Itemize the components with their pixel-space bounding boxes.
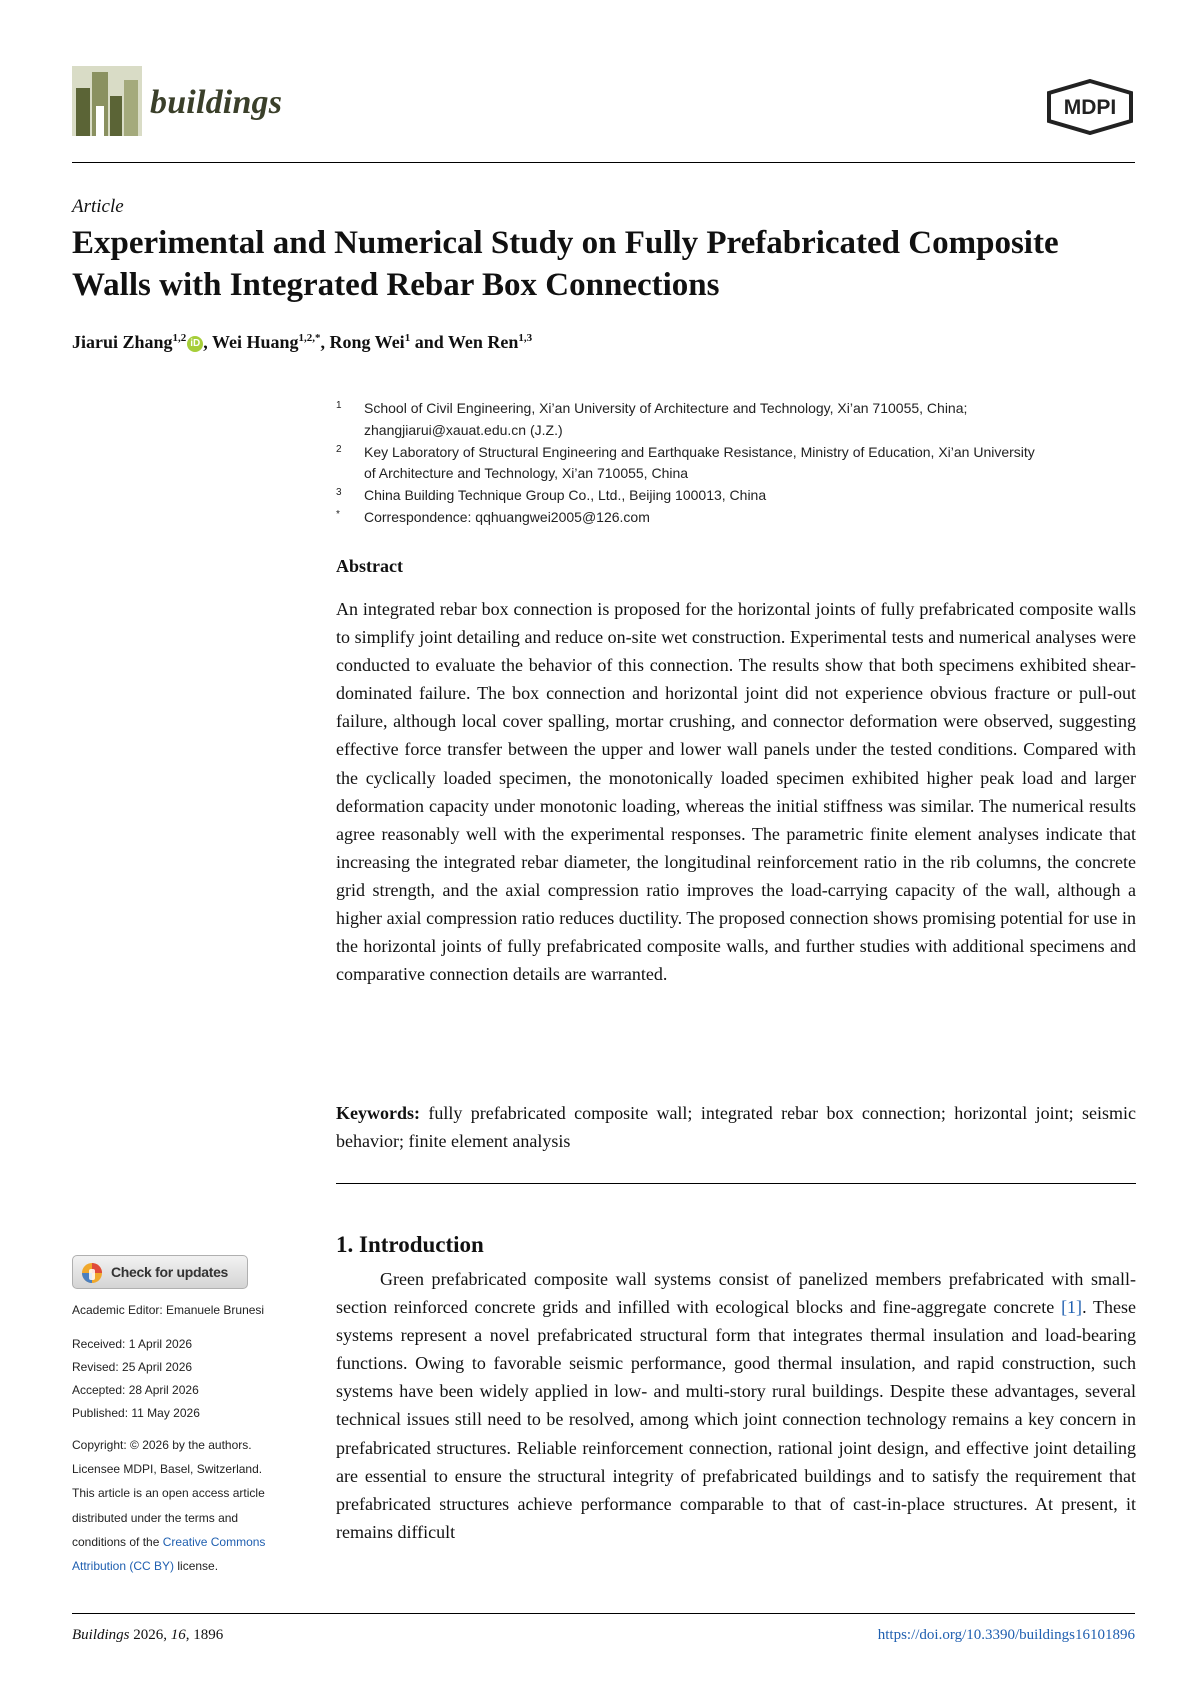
- affiliation-number: 3: [336, 487, 342, 499]
- copyright-line: distributed under the terms and: [72, 1510, 239, 1525]
- affiliation-item: [336, 485, 1136, 507]
- cc-by-link[interactable]: Attribution (CC BY): [72, 1559, 175, 1574]
- affiliation-item: [336, 442, 1136, 486]
- check-updates-icon: [81, 1262, 103, 1284]
- author-affiliation-marker: 1,2,*: [298, 332, 321, 344]
- author-separator: ,: [203, 332, 212, 352]
- copyright-line: Copyright: © 2026 by the authors.: [72, 1438, 252, 1452]
- affiliation-line: School of Civil Engineering, Xi’an University of Architecture and Technology, Xi’an 710055, China;: [364, 400, 968, 416]
- affiliation-line: China Building Technique Group Co., Ltd., Beijing 100013, China: [364, 487, 767, 504]
- affiliations: [336, 398, 1136, 529]
- author-affiliation-marker: 1,2: [172, 332, 187, 344]
- affiliation-item: [336, 398, 1136, 442]
- affiliation-line: of Architecture and Technology, Xi’an 710055, China: [364, 465, 689, 482]
- copyright-line: conditions of the Creative Commons: [72, 1534, 266, 1549]
- affiliation-number: *: [336, 508, 340, 520]
- introduction-heading: 1. Introduction: [336, 1232, 484, 1257]
- copyright-line: Licensee MDPI, Basel, Switzerland.: [72, 1462, 263, 1477]
- check-for-updates-button[interactable]: [72, 1255, 248, 1289]
- academic-editor: Academic Editor: Emanuele Brunesi: [72, 1303, 265, 1317]
- paper-title: Experimental and Numerical Study on Fully Prefabricated Composite Walls with Integrated Rebar Box Connections: [72, 225, 1059, 303]
- affiliation-number: 2: [336, 443, 342, 455]
- keywords-text: fully prefabricated composite wall; integrated rebar box connection; horizontal joint; seismic behavior; finite element analysis: [336, 1103, 1136, 1151]
- svg-text:MDPI: MDPI: [1063, 96, 1117, 119]
- accepted-date: Accepted: 28 April 2026: [72, 1383, 199, 1397]
- creative-commons-link[interactable]: Creative Commons: [162, 1534, 266, 1549]
- author-name: Jiarui Zhang: [72, 332, 173, 352]
- author-affiliation-marker: 1: [404, 332, 411, 344]
- article-type: Article: [72, 196, 124, 217]
- copyright-block: [72, 1433, 312, 1578]
- author-affiliation-marker: 1,3: [518, 332, 533, 344]
- doi-link[interactable]: https://doi.org/10.3390/buildings16101896: [877, 1627, 1135, 1643]
- affiliation-item: [336, 507, 1136, 529]
- author-separator: and: [410, 332, 448, 352]
- mdpi-logo-icon: [1045, 79, 1135, 135]
- footer-divider: [72, 1613, 1135, 1614]
- author-separator: ,: [320, 332, 330, 352]
- abstract-heading: Abstract: [336, 556, 403, 576]
- copyright-line: This article is an open access article: [72, 1486, 265, 1501]
- revised-date: Revised: 25 April 2026: [72, 1360, 193, 1374]
- keywords: [336, 1099, 1136, 1155]
- published-date: Published: 11 May 2026: [72, 1406, 200, 1420]
- journal-name: buildings: [150, 84, 283, 121]
- received-date: Received: 1 April 2026: [72, 1337, 193, 1351]
- copyright-line: Attribution (CC BY) license.: [72, 1559, 219, 1574]
- affiliation-line: zhangjiarui@xauat.edu.cn (J.Z.): [364, 421, 563, 438]
- abstract-text: An integrated rebar box connection is proposed for the horizontal joints of fully prefabricated composite walls to simplify joint detailing and reduce on-site wet construction. Experimental tests and numerical analyses were conducted to evaluate the behavior of this connection. The results show that both specimens exhibited shear-dominated failure. The box connection and horizontal joint did not experience obvious fracture or pull-out failure, although local cover spalling, mortar crushing, and connector deformation were observed, suggesting effective force transfer between the upper and lower wall panels under the tested conditions. Compared with the cyclically loaded specimen, the monotonically loaded specimen exhibited higher peak load and larger deformation capacity under monotonic loading, whereas the initial stiffness was similar. The numerical results agree reasonably well with the experimental responses. The parametric finite element analyses indicate that increasing the integrated rebar diameter, the longitudinal reinforcement ratio in the rib columns, the concrete grid strength, and the axial compression ratio improves the load-carrying capacity of the wall, although a higher axial compression ratio reduces ductility. The proposed connection shows promising potential for use in the horizontal joints of fully prefabricated composite walls, and further studies with additional specimens and comparative connection details are warranted.: [336, 599, 1136, 985]
- citation-link[interactable]: [1]: [1061, 1297, 1083, 1318]
- affiliation-line: Correspondence: qqhuangwei2005@126.com: [364, 508, 650, 525]
- journal-logo-icon: [72, 66, 142, 136]
- citation-footer: Buildings 2026, 16, 1896: [72, 1627, 224, 1643]
- introduction-text: Green prefabricated composite wall systems consist of panelized members prefabricated with small-section reinforced concrete grids and infilled with ecological blocks and fine-aggregate concrete [1]. These systems represent a novel prefabricated structural form that integrates thermal insulation and load-bearing functions. Owing to favorable seismic performance, good thermal insulation, and rapid construction, such systems have been widely applied in low- and multi-story rural buildings. Despite these advantages, several technical issues still need to be resolved, among which joint connection technology remains a key concern in prefabricated structures. Reliable reinforcement connection, rational joint design, and effective joint detailing are essential to ensure the structural integrity of prefabricated buildings and to satisfy the requirement that prefabricated structures achieve performance comparable to that of cast-in-place structures. At present, it remains difficult: [336, 1269, 1136, 1542]
- orcid-icon[interactable]: iD: [187, 336, 203, 352]
- abstract-divider: [336, 1183, 1136, 1184]
- affiliation-line: Key Laboratory of Structural Engineering and Earthquake Resistance, Ministry of Education, Xi’an University: [364, 443, 1035, 460]
- author-name: Wen Ren: [447, 332, 519, 352]
- header-divider: [72, 162, 1135, 163]
- author-name: Wei Huang: [211, 332, 299, 352]
- dates-block: [72, 1333, 312, 1425]
- author-list: [72, 332, 532, 353]
- author-name: Rong Wei: [329, 332, 405, 352]
- check-for-updates-label: Check for updates: [111, 1264, 229, 1280]
- keywords-label: Keywords:: [336, 1103, 420, 1123]
- affiliation-number: 1: [336, 400, 342, 411]
